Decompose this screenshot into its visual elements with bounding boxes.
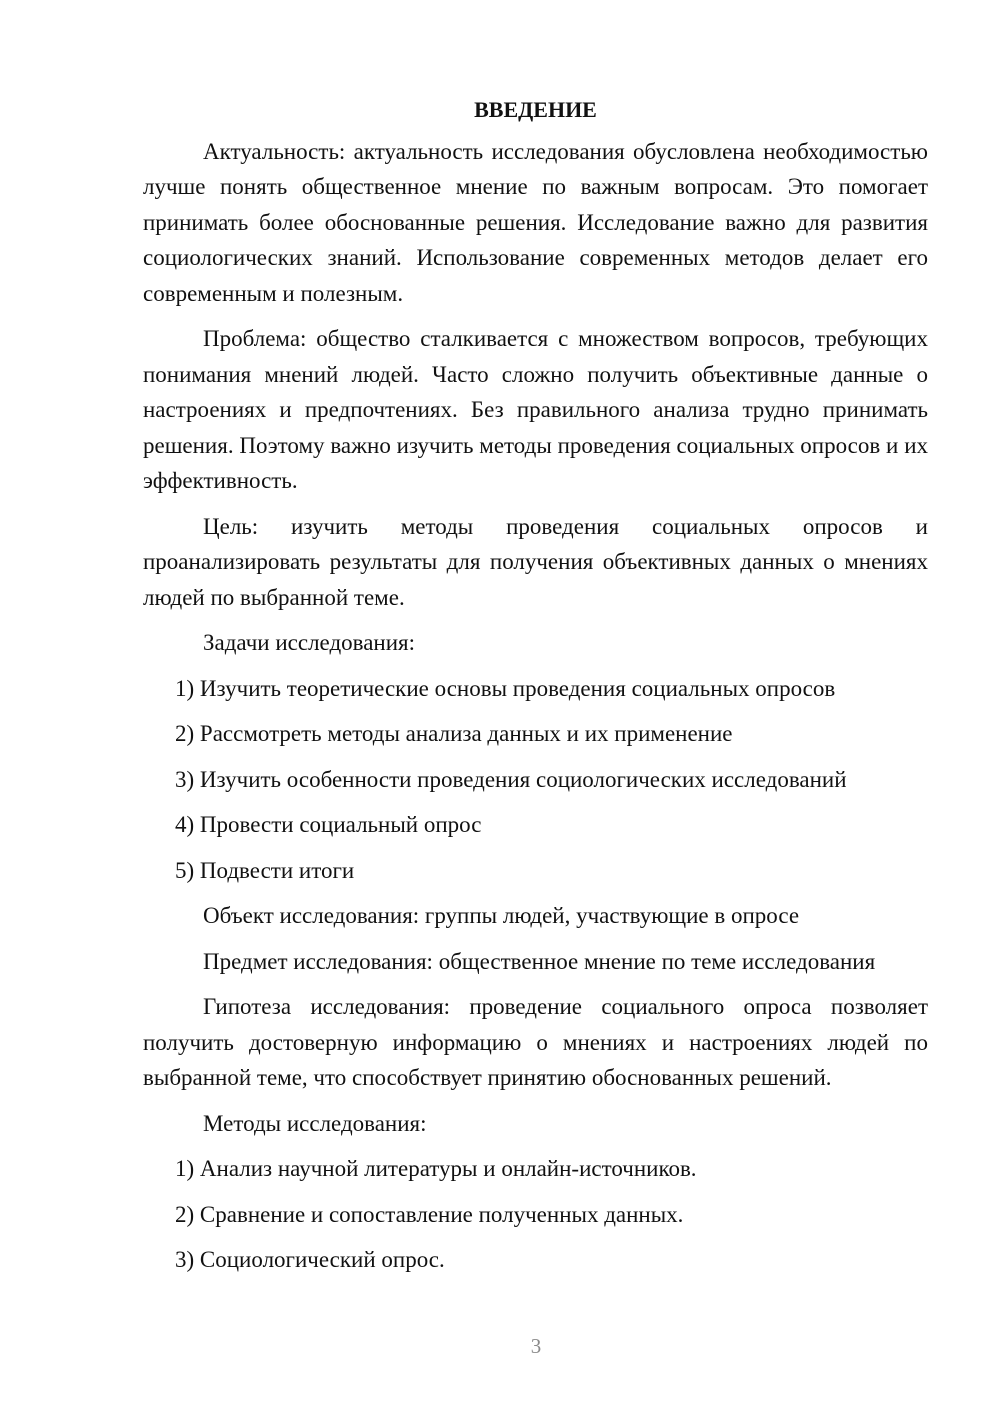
method-item: 1) Анализ научной литературы и онлайн-источников. — [175, 1156, 697, 1181]
relevance-paragraph: Актуальность: актуальность исследования обусловлена необходимостью лучше понять общественное мнение по важным вопросам. Это помогает принимать более обоснованные решения. Исследование важно для развития социологических знаний. Использование современных методов делает его современным и полезным. — [143, 138, 928, 306]
problem-paragraph: Проблема: общество сталкивается с множеством вопросов, требующих понимания мнений людей. Часто сложно получить объективные данные о настроениях и предпочтениях. Без правильного анализа трудно принимать решения. Поэтому важно изучить методы проведения социальных опросов и их эффективность. — [143, 326, 928, 493]
task-item: 1) Изучить теоретические основы проведения социальных опросов — [175, 675, 836, 701]
research-object: Объект исследования: группы людей, участвующие в опросе — [203, 903, 800, 928]
methods-heading: Методы исследования: — [203, 1110, 427, 1136]
tasks-heading: Задачи исследования: — [203, 630, 416, 655]
method-item: 3) Социологический опрос. — [175, 1247, 445, 1272]
research-subject: Предмет исследования: общественное мнение по теме исследования — [203, 948, 876, 974]
page-number: 3 — [530, 1334, 542, 1358]
task-item: 4) Провести социальный опрос — [175, 812, 482, 837]
task-item: 2) Рассмотреть методы анализа данных и их применение — [175, 721, 733, 746]
method-item: 2) Сравнение и сопоставление полученных данных. — [175, 1201, 684, 1227]
task-item: 5) Подвести итоги — [175, 857, 355, 883]
document-body — [143, 92, 928, 1288]
task-item: 3) Изучить особенности проведения социологических исследований — [175, 766, 847, 792]
section-title: ВВЕДЕНИЕ — [474, 97, 597, 122]
tasks-list — [143, 671, 928, 889]
goal-paragraph: Цель: изучить методы проведения социальных опросов и проанализировать результаты для получения объективных данных о мнениях людей по выбранной теме. — [143, 513, 928, 610]
hypothesis-paragraph: Гипотеза исследования: проведение социального опроса позволяет получить достоверную информацию о мнениях и настроениях людей по выбранной теме, что способствует принятию обоснованных решений. — [143, 994, 928, 1090]
methods-list — [143, 1151, 928, 1278]
